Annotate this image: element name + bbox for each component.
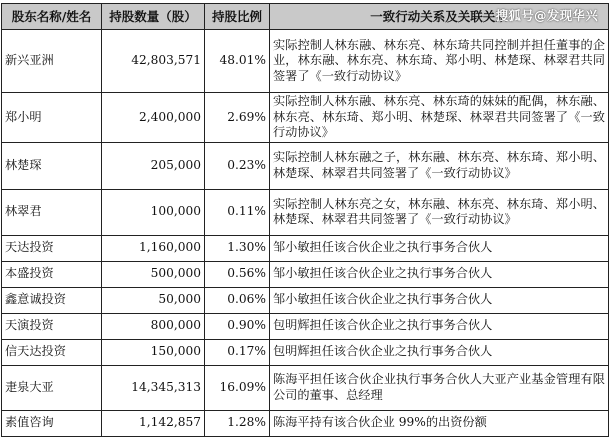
table-row xyxy=(2,261,609,287)
cell-ratio: 0.11% xyxy=(205,189,270,235)
header-relation: 一致行动关系及关联关系 xyxy=(270,4,609,30)
cell-shares: 500,000 xyxy=(102,261,205,287)
cell-ratio: 0.56% xyxy=(205,261,270,287)
cell-relation: 实际控制人林东融之子，林东融、林东亮、林东琦、郑小明、林楚琛、林翠君共同签署了《一致行动协议》 xyxy=(270,142,609,189)
table-row xyxy=(2,410,609,436)
cell-ratio: 48.01% xyxy=(205,30,270,93)
table-row xyxy=(2,189,609,235)
header-row xyxy=(2,4,609,30)
table-row xyxy=(2,313,609,339)
table-row xyxy=(2,93,609,143)
cell-shares: 1,142,857 xyxy=(102,410,205,436)
cell-name: 郑小明 xyxy=(2,93,102,143)
table-row xyxy=(2,235,609,261)
shareholder-table xyxy=(1,3,609,437)
cell-shares: 14,345,313 xyxy=(102,365,205,410)
table-row xyxy=(2,142,609,189)
cell-ratio: 1.28% xyxy=(205,410,270,436)
cell-name: 素值咨询 xyxy=(2,410,102,436)
cell-ratio: 0.90% xyxy=(205,313,270,339)
cell-shares: 42,803,571 xyxy=(102,30,205,93)
cell-name: 信天达投资 xyxy=(2,339,102,365)
cell-relation: 陈海平担任该合伙企业执行事务合伙人大亚产业基金管理有限公司的董事、总经理 xyxy=(270,365,609,410)
header-ratio: 持股比例 xyxy=(205,4,270,30)
cell-relation: 实际控制人林东融、林东亮、林东琦共同控制并担任董事的企业，林东融、林东亮、林东琦、郑小明、林楚琛、林翠君共同签署了《一致行动协议》 xyxy=(270,30,609,93)
cell-name: 新兴亚洲 xyxy=(2,30,102,93)
cell-shares: 2,400,000 xyxy=(102,93,205,143)
cell-ratio: 0.06% xyxy=(205,287,270,313)
cell-name: 林楚琛 xyxy=(2,142,102,189)
table-row xyxy=(2,365,609,410)
cell-ratio: 2.69% xyxy=(205,93,270,143)
header-name: 股东名称/姓名 xyxy=(2,4,102,30)
watermark: 搜狐号@发现华兴 xyxy=(495,8,598,23)
cell-relation: 陈海平持有该合伙企业 99%的出资份额 xyxy=(270,410,609,436)
cell-ratio: 16.09% xyxy=(205,365,270,410)
cell-shares: 1,160,000 xyxy=(102,235,205,261)
cell-relation: 邹小敏担任该合伙企业之执行事务合伙人 xyxy=(270,287,609,313)
cell-ratio: 0.23% xyxy=(205,142,270,189)
cell-relation: 包明辉担任该合伙企业之执行事务合伙人 xyxy=(270,339,609,365)
table-row xyxy=(2,339,609,365)
cell-name: 天演投资 xyxy=(2,313,102,339)
cell-ratio: 0.17% xyxy=(205,339,270,365)
cell-shares: 100,000 xyxy=(102,189,205,235)
cell-name: 林翠君 xyxy=(2,189,102,235)
cell-name: 天达投资 xyxy=(2,235,102,261)
cell-name: 本盛投资 xyxy=(2,261,102,287)
cell-relation: 邹小敏担任该合伙企业之执行事务合伙人 xyxy=(270,261,609,287)
cell-relation: 包明辉担任该合伙企业之执行事务合伙人 xyxy=(270,313,609,339)
cell-shares: 800,000 xyxy=(102,313,205,339)
cell-name: 疌泉大亚 xyxy=(2,365,102,410)
cell-shares: 150,000 xyxy=(102,339,205,365)
table-row xyxy=(2,30,609,93)
cell-ratio: 1.30% xyxy=(205,235,270,261)
cell-shares: 205,000 xyxy=(102,142,205,189)
cell-name: 鑫意诚投资 xyxy=(2,287,102,313)
table-row xyxy=(2,287,609,313)
cell-relation: 实际控制人林东融、林东亮、林东琦的妹妹的配偶，林东融、林东亮、林东琦、郑小明、林楚琛、林翠君共同签署了《一致行动协议》 xyxy=(270,93,609,143)
header-shares: 持股数量（股） xyxy=(102,4,205,30)
cell-shares: 50,000 xyxy=(102,287,205,313)
cell-relation: 邹小敏担任该合伙企业之执行事务合伙人 xyxy=(270,235,609,261)
cell-relation: 实际控制人林东亮之女，林东融、林东亮、林东琦、郑小明、林楚琛、林翠君共同签署了《一致行动协议》 xyxy=(270,189,609,235)
